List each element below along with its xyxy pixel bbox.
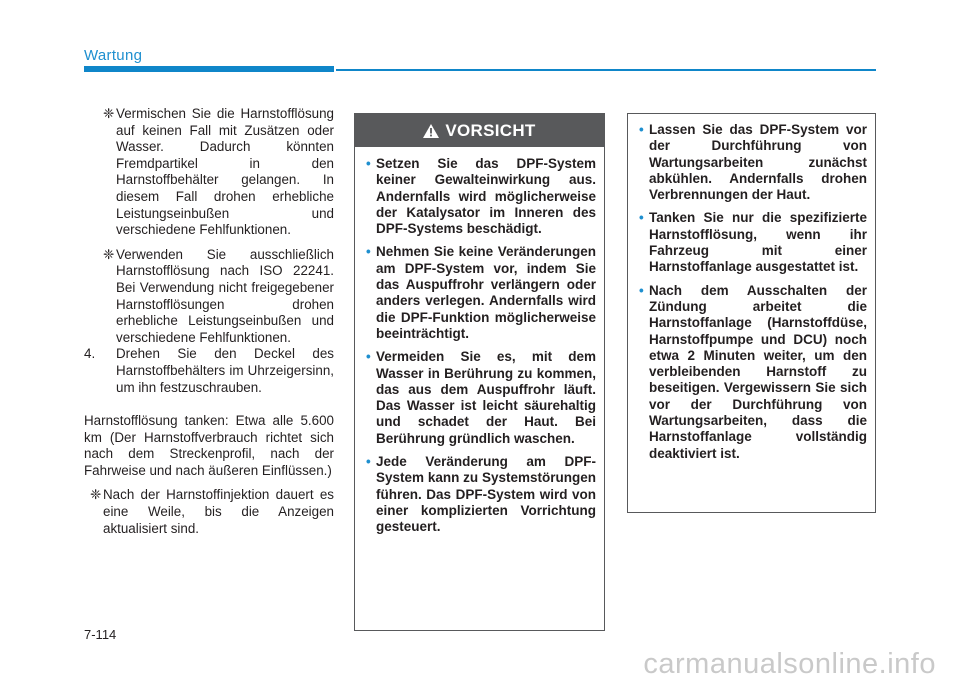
caution-header	[355, 114, 604, 147]
numbered-step: 4. Drehen Sie den Deckel des Harnstoffbehälters im Uhrzeigersinn, um ihn festzuschrauben.	[84, 346, 334, 395]
warning-triangle-icon	[423, 124, 439, 138]
header-rule-thick	[84, 66, 334, 72]
bullet-dot-icon: •	[366, 349, 371, 365]
note-symbol: ❈	[103, 246, 115, 262]
caution-bullet: • Vermeiden Sie es, mit dem Wasser in Berührung zu kommen, das aus dem Auspuffrohr läuft. Das Wasser ist leicht säurehaltig und schadet der Haut. Bei Berührung gründlich waschen.	[366, 349, 596, 446]
caution-box	[354, 113, 605, 631]
caution-bullet: • Tanken Sie nur die spezifizierte Harnstofflösung, wenn ihr Fahrzeug mit einer Harnstoffanlage ausgestattet ist.	[639, 210, 867, 275]
bullet-dot-icon: •	[366, 244, 371, 260]
page-number: 7-114	[84, 627, 117, 642]
caution-bullet: • Lassen Sie das DPF-System vor der Durchführung von Wartungsarbeiten zunächst abkühlen. Andernfalls drohen Verbrennungen der Haut.	[639, 122, 867, 203]
bullet-dot-icon: •	[639, 122, 644, 137]
caution-bullet: • Nehmen Sie keine Veränderungen am DPF-System vor, indem Sie das Auspuffrohr verlängern oder anders verlegen. Andernfalls wird die DPF-Funktion möglicherweise beeinträchtigt.	[366, 244, 596, 341]
note-item: ❈ Vermischen Sie die Harnstofflösung auf keinen Fall mit Zusätzen oder Wasser. Dadurch könnten Fremdpartikel in den Harnstoffbehälter gelangen. In diesem Fall drohen erhebliche Leistungseinbußen und verschiedene Fehlfunktionen.	[103, 106, 334, 238]
caution-bullet: • Jede Veränderung am DPF-System kann zu Systemstörungen führen. Das DPF-System wird von einer komplizierten Vorrichtung gesteuert.	[366, 454, 596, 535]
watermark: carmanualsonline.info	[643, 648, 936, 680]
body-paragraph: Harnstofflösung tanken: Etwa alle 5.600 km (Der Harnstoffverbrauch richtet sich nach dem Streckenprofil, nach der Fahrweise und nach äußeren Einflüssen.)	[84, 413, 334, 478]
note-item: ❈ Verwenden Sie ausschließlich Harnstofflösung nach ISO 22241. Bei Verwendung nicht freigegebener Harnstofflösungen drohen erhebliche Leistungseinbußen und verschiedene Fehlfunktionen.	[103, 246, 334, 345]
note-symbol: ❈	[90, 487, 102, 503]
bullet-dot-icon: •	[639, 210, 644, 226]
bullet-dot-icon: •	[366, 156, 371, 171]
bullet-dot-icon: •	[366, 454, 371, 470]
caution-body	[355, 147, 604, 536]
header-rule-thin	[336, 69, 876, 71]
caution-title: VORSICHT	[445, 120, 536, 140]
note-item: ❈ Nach der Harnstoffinjektion dauert es eine Weile, bis die Anzeigen aktualisiert sind.	[90, 487, 334, 536]
caution-continuation-box	[627, 113, 876, 513]
section-title: Wartung	[84, 47, 143, 64]
note-symbol: ❈	[103, 106, 115, 121]
bullet-dot-icon: •	[639, 282, 644, 298]
step-number: 4.	[84, 346, 96, 362]
caution-bullet: • Setzen Sie das DPF-System keiner Gewalteinwirkung aus. Andernfalls wird möglicherweise der Katalysator im Inneren des DPF-Systems beschädigt.	[366, 156, 596, 237]
caution-bullet: • Nach dem Ausschalten der Zündung arbeitet die Harnstoffanlage (Harnstoffdüse, Harnstoffpumpe und DCU) noch etwa 2 Minuten weiter, um den verbleibenden Harnstoff zu beseitigen. Vergewissern Sie sich vor der Durchführung von Wartungsarbeiten, dass die Harnstoffanlage vollständig deaktiviert ist.	[639, 282, 867, 461]
left-column	[84, 106, 334, 537]
